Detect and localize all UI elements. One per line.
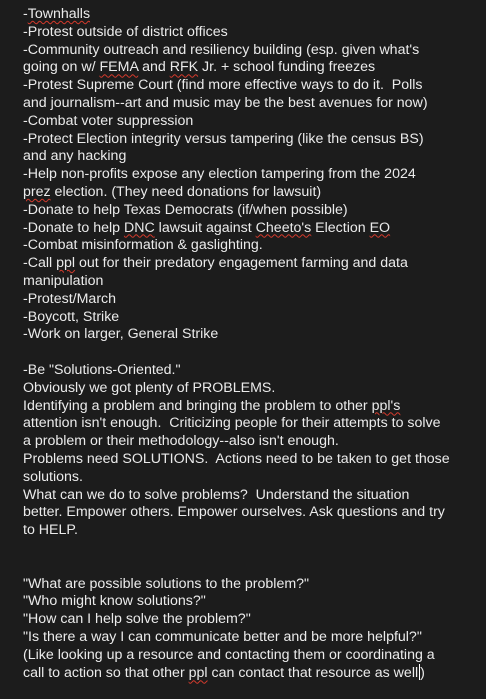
text-line: -Townhalls <box>23 6 91 22</box>
text-line: -Help non-profits expose any election tampering from the 2024 <box>23 166 416 183</box>
text-line: -Work on larger, General Strike <box>23 326 219 343</box>
spellcheck-word: Cheeto's <box>255 219 312 236</box>
text-line: -Combat misinformation & gaslighting. <box>23 237 263 254</box>
text-line: "What are possible solutions to the problem?" <box>23 575 310 592</box>
text-line: "Who might know solutions?" <box>23 593 206 610</box>
spellcheck-word: ppl <box>56 255 76 272</box>
text-line: and any hacking <box>23 148 127 165</box>
text-line: "Is there a way I can communicate better and be more helpful?" <box>23 628 422 645</box>
text-line: What can we do to solve problems? Understand the situation <box>23 486 410 503</box>
spellcheck-word: EO <box>369 219 391 236</box>
spellcheck-word: ppl <box>188 665 208 682</box>
text-line: "How can I help solve the problem?" <box>23 611 251 628</box>
text-line: -Combat voter suppression <box>23 112 194 129</box>
spellcheck-word: ppl's <box>371 397 401 414</box>
text-line: -Community outreach and resiliency building (esp. given what's <box>23 41 420 58</box>
spellcheck-word: Townhalls <box>27 6 91 22</box>
text-line: going on w/ FEMA and RFK Jr. + school funding freezes <box>23 59 376 76</box>
text-line: attention isn't enough. Criticizing people for their attempts to solve <box>23 415 441 432</box>
spellcheck-word: FEMA <box>99 59 139 76</box>
text-line: Problems need SOLUTIONS. Actions need to be taken to get those <box>23 450 450 467</box>
text-line: call to action so that other ppl can contact that resource as well ) <box>23 665 425 682</box>
text-line: -Donate to help Texas Democrats (if/when possible) <box>23 201 348 218</box>
spellcheck-word: prez <box>23 183 51 200</box>
text-line: -Boycott, Strike <box>23 308 120 325</box>
text-line: -Protest Supreme Court (find more effective ways to do it. Polls <box>23 77 423 94</box>
text-line: -Protect Election integrity versus tampering (like the census BS) <box>23 130 424 147</box>
text-line: (Like looking up a resource and contacting them or coordinating a <box>23 646 435 663</box>
blank-line <box>23 344 480 362</box>
spellcheck-word: DNC <box>123 219 155 236</box>
text-line: -Call ppl out for their predatory engagement farming and data <box>23 255 408 272</box>
text-line: -Donate to help DNC lawsuit against Cheeto's Election EO <box>23 219 391 236</box>
text-line: Identifying a problem and bringing the problem to other ppl's <box>23 397 401 414</box>
blank-lines <box>23 540 480 576</box>
text-line: -Protest outside of district offices <box>23 23 228 40</box>
text-line: prez election. (They need donations for lawsuit) <box>23 183 322 200</box>
section-heading: -Be "Solutions-Oriented." <box>23 361 181 378</box>
text-line: to HELP. <box>23 522 78 539</box>
spellcheck-word: RFK <box>169 59 199 76</box>
text-line: manipulation <box>23 272 104 289</box>
text-line: solutions. <box>23 468 83 485</box>
text-line: -Protest/March <box>23 290 117 307</box>
text-line: and journalism--art and music may be the best avenues for now) <box>23 94 428 111</box>
text-line: a problem or their methodology--also isn't enough. <box>23 433 339 450</box>
text-line: Obviously we got plenty of PROBLEMS. <box>23 379 276 396</box>
text-line: better. Empower others. Empower ourselves. Ask questions and try <box>23 504 445 521</box>
